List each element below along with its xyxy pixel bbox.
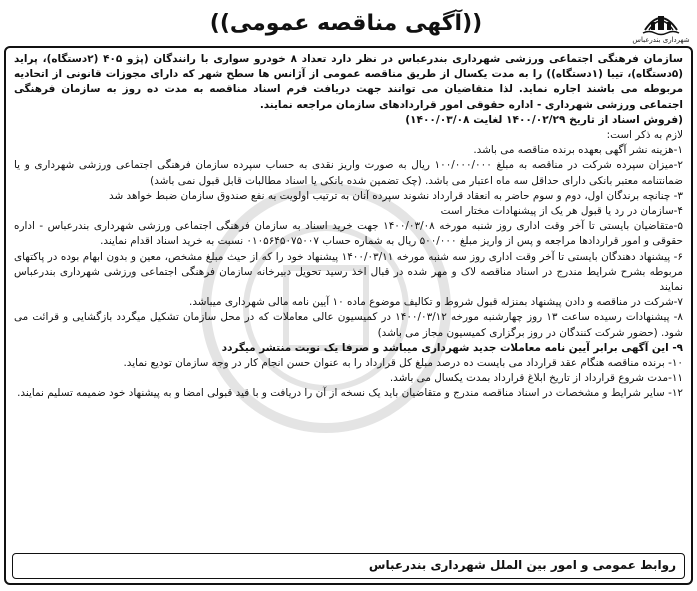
list-item: ۹- این آگهی برابر آیین نامه معاملات جدید شهرداری میباشد و صرفا یک نوبت منتشر میگردد	[221, 341, 683, 354]
list-item: ۲-میزان سپرده شرکت در مناقصه به مبلغ ۱۰۰/۰۰۰/۰۰۰ ریال به صورت واریز نقدی به حساب سپرده سازمان فرهنگی اجتماعی ورزشی شهرداری و یا ضمانتنامه معتبر بانکی دارای حداقل سه ماه اعتبار می باشد. (چک تضمین شده بانکی یا اسناد مطالبات قابل قبول نمی باشد)	[14, 159, 683, 187]
notice-header	[6, 4, 691, 48]
note-heading: لازم به ذکر است:	[606, 129, 683, 142]
list-item: ۱۲- سایر شرایط و مشخصات در اسناد مناقصه مندرج و متقاضیان باید یک نسخه از آن را دریافت و با قید قبولی امضا و به پیشنهاد خود ضمیمه تسلیم نمایند.	[17, 387, 683, 400]
municipality-logo-icon	[633, 4, 689, 48]
sale-dates: (فروش اسناد از تاریخ ۱۴۰۰/۰۲/۲۹ لغایت ۱۴۰۰/۰۳/۰۸)	[405, 113, 683, 126]
intro-paragraph: سازمان فرهنگی اجتماعی ورزشی شهرداری بندرعباس در نظر دارد تعداد ۸ خودرو سواری با رانندگان (پژو ۴۰۵ (۲دستگاه)، پراید (۵دستگاه)، تیبا (۱دستگاه)) را به مدت یکسال از طریق مناقصه عمومی از آژانس ها سطح شهر که دارای مجوزات قانونی از اتحادیه مربوطه می باشند اجاره نماید. لذا متقاضیان می توانند جهت دریافت فرم اسناد مناقصه به مدت ده روز به سازمان فرهنگی اجتماعی ورزشی شهرداری - اداره حقوقی امور قراردادهای سازمان مراجعه نمایند.	[14, 53, 683, 111]
list-item: ۱-هزینه نشر آگهی بعهده برنده مناقصه می باشد.	[473, 144, 683, 157]
notice-body	[4, 46, 693, 585]
signature-box: روابط عمومی و امور بین الملل شهرداری بندرعباس	[12, 553, 685, 579]
list-item: ۸- پیشنهادات رسیده ساعت ۱۳ روز چهارشنبه مورخه ۱۴۰۰/۰۳/۱۲ در کمیسیون عالی معاملات که در محل سازمان تشکیل میگردد بازگشایی و قرائت می شود. (حضور شرکت کنندگان در روز برگزاری کمیسیون مجاز می باشد)	[14, 311, 683, 339]
list-item: ۱۱-مدت شروع قرارداد از تاریخ ابلاغ قرارداد بمدت یکسال می باشد.	[389, 372, 683, 385]
logo-caption: شهرداری بندرعباس	[632, 36, 690, 44]
list-item: ۷-شرکت در مناقصه و دادن پیشنهاد بمنزله قبول شروط و تکالیف موضوع ماده ۱۰ آیین نامه مالی شهرداری میباشد.	[189, 296, 683, 309]
list-item: ۳- چنانچه برندگان اول، دوم و سوم حاضر به انعقاد قرارداد نشوند سپرده آنان به ترتیب اولویت به نفع صندوق سازمان ضبط خواهد شد	[109, 189, 683, 202]
list-item: ۴-سازمان در رد یا قبول هر یک از پیشنهادات مختار است	[440, 205, 683, 218]
logo-emblem-icon	[641, 4, 681, 36]
list-item: ۱۰- برنده مناقصه هنگام عقد قرارداد می بایست ده درصد مبلغ کل قرارداد را به عنوان حسن انجام کار در وجه سازمان تودیع نماید.	[123, 357, 683, 370]
list-item: ۵-متقاضیان بایستی تا آخر وقت اداری روز شنبه مورخه ۱۴۰۰/۰۳/۰۸ جهت خرید اسناد به سازمان فرهنگی اجتماعی ورزشی شهرداری بندرعباس - اداره حقوقی و امور قراردادها مراجعه و پس از واریز مبلغ ۵۰۰/۰۰۰ ریال به شماره حساب ۰۱۰۵۶۴۵۰۷۵۰۰۷ نسبت به خرید اسناد اقدام نمایند.	[14, 220, 683, 248]
list-item: ۶- پیشنهاد دهندگان بایستی تا آخر وقت اداری روز سه شنبه مورخه ۱۴۰۰/۰۳/۱۱ پیشنهاد خود را که از حیث مبلغ مشخص، معین و بدون ابهام بوده در پاکتهای مربوطه بشرح شرایط مندرج در اسناد مناقصه لاک و مهر شده در قبال اخذ رسید تحویل دبیرخانه سازمان فرهنگی اجتماعی ورزشی شهرداری بندرعباس نمایند	[14, 250, 683, 294]
notice-title: ((آگهی مناقصه عمومی))	[209, 11, 483, 36]
